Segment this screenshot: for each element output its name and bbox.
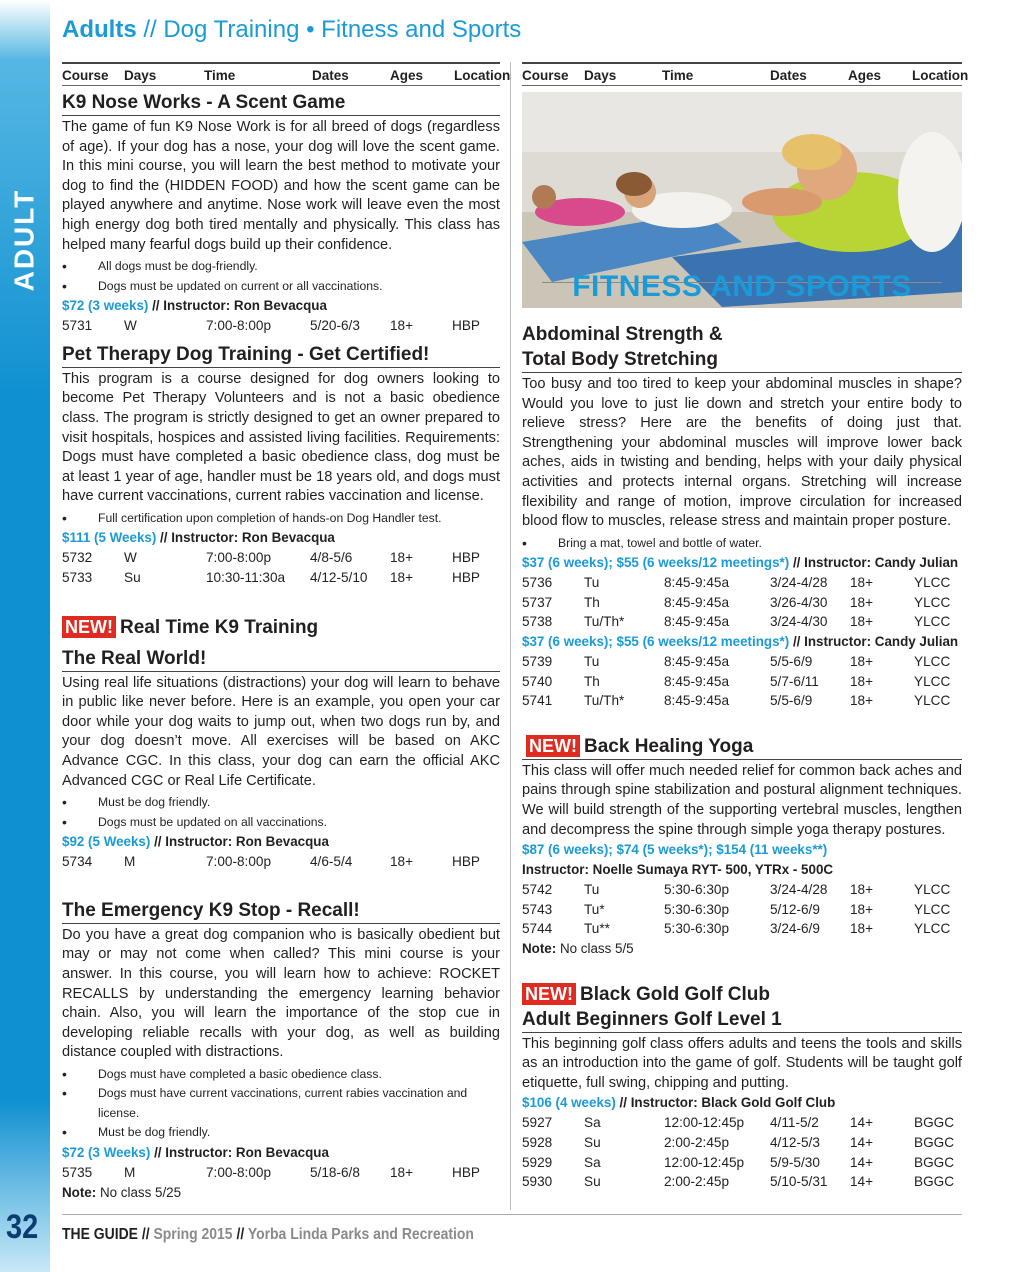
cell-location: YLCC <box>914 575 951 591</box>
list-item: • Full certification upon completion of hands-on Dog Handler test. <box>62 509 500 529</box>
table-row <box>522 919 962 939</box>
cell-ages: 14+ <box>850 1134 874 1150</box>
table-row <box>522 612 962 632</box>
cell-location: YLCC <box>914 673 951 689</box>
page-number: 32 <box>6 1208 39 1246</box>
cell-course: 5928 <box>522 1134 553 1150</box>
table-row <box>62 316 500 336</box>
cell-location: YLCC <box>914 693 951 709</box>
header-location: Location <box>454 68 511 83</box>
cell-course: 5731 <box>62 318 93 334</box>
course-description: The game of fun K9 Nose Work is for all breed of dogs (regardless of age). If your dog has a nose, your dog will love the scent game. In this mini course, you will learn the best method to motivate your dog to find the (HIDDEN FOOD) and how the scent game can be played anywhere and anytime. Nose work will leave even the most high energy dog both tired mentally and physically. This class has helped many fearful dogs build up their confidence. <box>62 119 500 253</box>
new-badge: NEW! <box>526 735 580 757</box>
section-tab-label: ADULT <box>8 188 40 292</box>
cell-location: HBP <box>452 854 480 870</box>
cell-time: 12:00-12:45p <box>664 1115 745 1131</box>
section-tab <box>2 180 46 300</box>
cell-location: BGGC <box>914 1174 955 1190</box>
right-column <box>522 62 969 1192</box>
table-row <box>522 652 962 672</box>
table-row <box>522 880 962 900</box>
cell-course: 5732 <box>62 550 93 566</box>
cell-course: 5738 <box>522 614 553 630</box>
header-time: Time <box>204 68 236 83</box>
cell-dates: 5/10-5/31 <box>770 1174 828 1190</box>
course-title <box>522 735 962 760</box>
cell-days: Su <box>584 1134 601 1150</box>
table-row <box>522 1133 962 1153</box>
footer-rule <box>62 1214 962 1215</box>
cell-dates: 4/6-5/4 <box>310 854 353 870</box>
cell-course: 5737 <box>522 594 553 610</box>
course-title: The Emergency K9 Stop - Recall! <box>62 900 500 924</box>
cell-course: 5744 <box>522 921 553 937</box>
price: $72 (3 Weeks) <box>62 1144 151 1160</box>
cell-days: Tu <box>584 654 600 670</box>
cell-dates: 3/24-4/28 <box>770 882 828 898</box>
course-title-line1: Back Healing Yoga <box>584 735 754 757</box>
cell-dates: 3/24-4/30 <box>770 614 828 630</box>
cell-time: 2:00-2:45p <box>664 1174 730 1190</box>
fitness-photo <box>522 92 962 308</box>
course-note <box>522 939 962 959</box>
course-description: Too busy and too tired to keep your abdominal muscles in shape? Would you love to just lie down and stretch your entire body to relieve stress? Here are the benefits of doing just that. Strengthening your abdominal muscles will improve lower back aches, aids in twisting and bending, helps with your daily physical activities and protects internal organs. Stretching will increase flexibility and range of motion, improve circulation for increased blood flow to muscles, release stress and maintain proper posture. <box>522 376 962 530</box>
cell-ages: 18+ <box>850 575 874 591</box>
table-row <box>522 1153 962 1173</box>
table-row <box>522 1172 962 1192</box>
note-text: No class 5/25 <box>96 1184 182 1200</box>
list-item: • Dogs must be updated on current or all vaccinations. <box>62 277 500 297</box>
instructor: // Instructor: Ron Bevacqua <box>150 834 329 850</box>
header-location: Location <box>912 68 969 83</box>
course-requirements <box>522 534 962 554</box>
cell-location: HBP <box>452 550 480 566</box>
header-ages: Ages <box>390 68 424 83</box>
cell-ages: 14+ <box>850 1174 874 1190</box>
page-title <box>62 16 521 44</box>
header-course: Course <box>522 68 569 83</box>
cell-days: Tu <box>584 882 600 898</box>
price-line <box>62 832 500 852</box>
cell-days: Tu* <box>584 901 605 917</box>
cell-location: BGGC <box>914 1154 955 1170</box>
table-row <box>62 1163 500 1183</box>
cell-location: HBP <box>452 570 480 585</box>
course-back-healing-yoga <box>522 735 962 959</box>
cell-course: 5743 <box>522 901 553 917</box>
page-title-separator: // <box>136 16 164 43</box>
header-course: Course <box>62 68 109 83</box>
course-description: This program is a course designed for dog owners looking to become Pet Therapy Volunteers and is not a basic obedience class. The program is strictly designed to get an owner prepared to visit hospitals, hospices and assisted living facilities. Requirements: Dogs must have completed a basic obedience class, dog must be at least 1 year of age, handler must be 18 years old, and dogs must have current vaccinations, current rabies vaccination and license. <box>62 370 500 505</box>
footer-separator: // <box>137 1226 154 1243</box>
cell-ages: 18+ <box>850 654 874 670</box>
cell-course: 5927 <box>522 1115 553 1131</box>
cell-time: 2:00-2:45p <box>664 1134 730 1150</box>
cell-days: Su <box>124 570 141 585</box>
note-label: Note: <box>522 940 557 956</box>
list-item: • Must be dog friendly. <box>62 1123 500 1143</box>
list-item: • Dogs must have current vaccinations, current rabies vaccination and license. <box>62 1084 500 1123</box>
cell-days: Su <box>584 1174 601 1190</box>
cell-days: W <box>124 550 137 566</box>
cell-course: 5930 <box>522 1174 553 1190</box>
cell-course: 5742 <box>522 882 553 898</box>
header-ages: Ages <box>848 68 882 83</box>
course-emergency-recall <box>62 900 500 1202</box>
cell-time: 10:30-11:30a <box>206 570 286 585</box>
cell-ages: 18+ <box>850 921 874 937</box>
course-requirements <box>62 509 500 529</box>
cell-location: HBP <box>452 1164 480 1180</box>
course-description: Do you have a great dog companion who is basically obedient but may or may not come when called? This mini course is your answer. In this course, you will learn how to achieve: ROCKET RECALLS by understanding the emergency learning behavior chain. Also, you will learn the importance of the stop cue in developing reliable recalls with your dog, as well as building distance coupled with distractions. <box>62 926 500 1061</box>
table-row <box>522 593 962 613</box>
cell-time: 8:45-9:45a <box>664 693 730 709</box>
table-row <box>522 691 962 711</box>
cell-dates: 4/11-5/2 <box>770 1115 819 1131</box>
course-subtitle: Total Body Stretching <box>522 349 962 373</box>
header-days: Days <box>124 68 157 83</box>
cell-course: 5739 <box>522 654 553 670</box>
cell-dates: 5/7-6/11 <box>770 673 819 689</box>
instructor: // Instructor: Ron Bevacqua <box>150 1144 329 1160</box>
cell-course: 5735 <box>62 1164 93 1180</box>
course-title <box>522 983 962 1007</box>
cell-dates: 3/26-4/30 <box>770 594 828 610</box>
cell-time: 5:30-6:30p <box>664 901 730 917</box>
course-title: K9 Nose Works - A Scent Game <box>62 92 500 116</box>
price: $106 (4 weeks) <box>522 1095 616 1111</box>
list-item: • Dogs must have completed a basic obedience class. <box>62 1065 500 1085</box>
table-row <box>62 568 500 588</box>
cell-location: YLCC <box>914 614 951 630</box>
page-title-topic: Dog Training • Fitness and Sports <box>163 16 522 43</box>
instructor-line <box>522 860 962 880</box>
course-subtitle: The Real World! <box>62 648 500 672</box>
course-requirements <box>62 793 500 832</box>
footer-org: Yorba Linda Parks and Recreation <box>247 1226 474 1243</box>
cell-ages: 14+ <box>850 1154 874 1170</box>
cell-time: 5:30-6:30p <box>664 882 730 898</box>
new-badge: NEW! <box>62 616 116 638</box>
cell-ages: 18+ <box>390 1164 414 1180</box>
cell-time: 8:45-9:45a <box>664 614 730 630</box>
price: $37 (6 weeks); $55 (6 weeks/12 meetings*) <box>522 634 790 650</box>
list-item: • All dogs must be dog-friendly. <box>62 257 500 277</box>
cell-days: M <box>124 1164 136 1180</box>
price-line <box>62 1143 500 1163</box>
page-title-section: Adults <box>62 16 137 43</box>
cell-time: 7:00-8:00p <box>206 1164 272 1180</box>
cell-location: YLCC <box>914 882 951 898</box>
cell-days: Th <box>584 673 600 689</box>
price-line <box>522 840 962 860</box>
cell-location: YLCC <box>914 594 951 610</box>
cell-course: 5740 <box>522 673 553 689</box>
course-k9-nose-works <box>62 92 500 336</box>
cell-ages: 18+ <box>390 318 414 334</box>
cell-ages: 18+ <box>390 854 414 870</box>
cell-dates: 5/20-6/3 <box>310 318 360 334</box>
course-requirements <box>62 257 500 296</box>
course-title: Pet Therapy Dog Training - Get Certified! <box>62 344 500 368</box>
cell-dates: 5/5-6/9 <box>770 654 813 670</box>
cell-time: 5:30-6:30p <box>664 921 730 937</box>
price-line <box>522 553 962 573</box>
note-text: No class 5/5 <box>556 940 634 956</box>
footer-guide: THE GUIDE <box>62 1226 138 1243</box>
course-description: Using real life situations (distractions) your dog will learn to behave in public like never before. Here is an example, you open your car door while your dog waits to jump out, when two dogs run by, and your dog doesn’t move. All exercises will be based on AKC Advance CGC. In this class, your dog can earn the official AKC Advanced CGC or Real Life Certificate. <box>62 674 500 789</box>
course-title-line1: Black Gold Golf Club <box>580 983 771 1005</box>
cell-location: YLCC <box>914 901 951 917</box>
course-real-time-k9 <box>62 616 500 872</box>
price-line <box>62 296 500 316</box>
left-table-header <box>62 62 511 86</box>
instructor: // Instructor: Ron Bevacqua <box>156 530 335 546</box>
instructor: // Instructor: Candy Julian <box>789 555 959 571</box>
price-line <box>62 528 500 548</box>
price: $87 (6 weeks); $74 (5 weeks*); $154 (11 weeks**) <box>522 842 828 858</box>
course-description: This class will offer much needed relief for common back aches and pains through spine stabilization and postural alignment techniques. We will build strength of the supporting vertebral muscles, lengthen and decompress the spine through simple yoga therapy postures. <box>522 762 962 838</box>
new-badge: NEW! <box>522 983 576 1005</box>
instructor: // Instructor: Black Gold Golf Club <box>615 1095 836 1111</box>
cell-ages: 14+ <box>850 1115 874 1131</box>
cell-days: Tu/Th* <box>584 614 625 630</box>
cell-location: BGGC <box>914 1115 955 1131</box>
cell-days: Sa <box>584 1154 601 1170</box>
price-line <box>522 1093 962 1113</box>
price: $111 (5 Weeks) <box>62 530 157 546</box>
cell-course: 5929 <box>522 1154 553 1170</box>
left-column <box>62 62 511 1202</box>
cell-ages: 18+ <box>850 901 874 917</box>
course-abdominal-strength <box>522 324 962 711</box>
course-title: Abdominal Strength & <box>522 324 723 345</box>
list-item: • Dogs must be updated on all vaccinations. <box>62 813 500 833</box>
photo-banner: FITNESS AND SPORTS <box>572 270 912 303</box>
cell-ages: 18+ <box>850 614 874 630</box>
course-title-line1: Real Time K9 Training <box>120 616 319 638</box>
cell-time: 7:00-8:00p <box>206 550 272 566</box>
right-table-header <box>522 62 969 86</box>
cell-time: 8:45-9:45a <box>664 594 730 610</box>
cell-dates: 4/8-5/6 <box>310 550 353 566</box>
list-item: • Bring a mat, towel and bottle of water. <box>522 534 962 554</box>
cell-dates: 4/12-5/10 <box>310 570 368 585</box>
price: $37 (6 weeks); $55 (6 weeks/12 meetings*) <box>522 555 790 571</box>
cell-days: Sa <box>584 1115 601 1131</box>
cell-time: 8:45-9:45a <box>664 654 730 670</box>
table-row <box>62 548 500 568</box>
cell-ages: 18+ <box>390 570 414 585</box>
cell-course: 5733 <box>62 570 93 585</box>
cell-time: 8:45-9:45a <box>664 673 730 689</box>
course-pet-therapy <box>62 344 500 588</box>
cell-time: 8:45-9:45a <box>664 575 730 591</box>
cell-ages: 18+ <box>850 882 874 898</box>
price: $92 (5 Weeks) <box>62 834 151 850</box>
instructor: // Instructor: Ron Bevacqua <box>148 298 327 314</box>
table-row <box>522 573 962 593</box>
instructor: Instructor: Noelle Sumaya RYT- 500, YTRx - 500C <box>522 862 834 878</box>
table-row <box>522 1113 962 1133</box>
header-dates: Dates <box>770 68 807 83</box>
instructor: // Instructor: Candy Julian <box>789 634 959 650</box>
cell-days: W <box>124 318 137 334</box>
course-subtitle: Adult Beginners Golf Level 1 <box>522 1009 962 1033</box>
cell-dates: 3/24-6/9 <box>770 921 820 937</box>
course-note <box>62 1183 500 1203</box>
cell-dates: 5/18-6/8 <box>310 1164 360 1180</box>
cell-location: YLCC <box>914 654 951 670</box>
cell-ages: 18+ <box>850 594 874 610</box>
header-time: Time <box>662 68 694 83</box>
course-black-gold-golf <box>522 983 962 1192</box>
header-dates: Dates <box>312 68 349 83</box>
list-item: • Must be dog friendly. <box>62 793 500 813</box>
cell-days: Tu/Th* <box>584 693 625 709</box>
cell-dates: 5/12-6/9 <box>770 901 820 917</box>
cell-days: Tu** <box>584 921 610 937</box>
page-footer <box>62 1226 474 1244</box>
cell-dates: 5/9-5/30 <box>770 1154 820 1170</box>
footer-season: Spring 2015 <box>153 1226 233 1243</box>
course-requirements <box>62 1065 500 1143</box>
cell-time: 7:00-8:00p <box>206 318 272 334</box>
footer-separator: // <box>232 1226 248 1243</box>
cell-dates: 4/12-5/3 <box>770 1134 820 1150</box>
cell-time: 7:00-8:00p <box>206 854 272 870</box>
table-row <box>62 852 500 872</box>
cell-course: 5734 <box>62 854 93 870</box>
cell-dates: 3/24-4/28 <box>770 575 828 591</box>
course-title <box>62 616 500 640</box>
table-row <box>522 672 962 692</box>
course-description: This beginning golf class offers adults and teens the tools and skills as an introduction into the game of golf. Students will be taught golf etiquette, full swing, chipping and putting. <box>522 1035 962 1091</box>
cell-days: Th <box>584 594 600 610</box>
cell-course: 5736 <box>522 575 553 591</box>
cell-ages: 18+ <box>390 550 414 566</box>
cell-course: 5741 <box>522 693 553 709</box>
cell-ages: 18+ <box>850 673 874 689</box>
table-row <box>522 900 962 920</box>
price-line <box>522 632 962 652</box>
cell-ages: 18+ <box>850 693 874 709</box>
note-label: Note: <box>62 1184 97 1200</box>
cell-days: M <box>124 854 136 870</box>
cell-time: 12:00-12:45p <box>664 1154 745 1170</box>
column-divider <box>510 62 511 1210</box>
cell-location: HBP <box>452 318 480 334</box>
header-days: Days <box>584 68 617 83</box>
price: $72 (3 weeks) <box>62 298 149 314</box>
cell-location: BGGC <box>914 1134 955 1150</box>
cell-location: YLCC <box>914 921 951 937</box>
cell-dates: 5/5-6/9 <box>770 693 813 709</box>
cell-days: Tu <box>584 575 600 591</box>
